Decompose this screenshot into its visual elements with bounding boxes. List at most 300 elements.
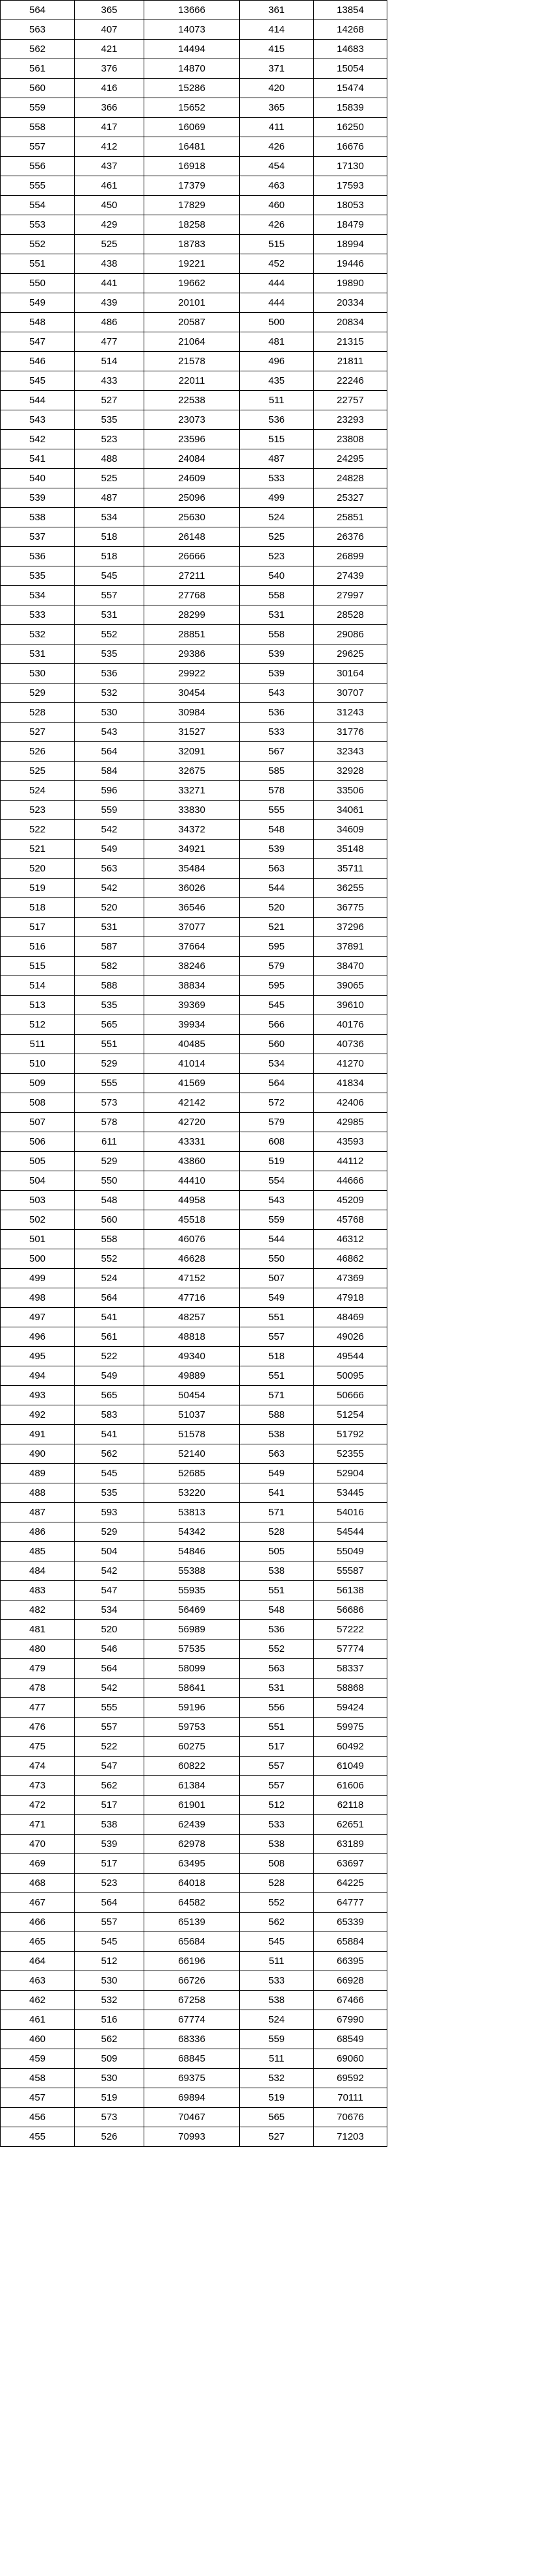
cumulative-a-cell: 28299 [144,605,240,625]
table-row [1,1971,544,1991]
count-b-cell: 540 [240,566,314,586]
blank-cell [387,1874,544,1893]
score-cell: 528 [1,703,75,723]
count-a-cell: 558 [75,1230,144,1249]
count-a-cell: 512 [75,1952,144,1971]
table-row [1,449,544,469]
cumulative-a-cell: 33271 [144,781,240,801]
score-cell: 519 [1,879,75,898]
score-cell: 561 [1,59,75,79]
table-row [1,1308,544,1327]
blank-cell [387,1581,544,1600]
cumulative-b-cell: 37296 [314,918,387,937]
table-row [1,976,544,996]
score-cell: 479 [1,1659,75,1679]
blank-cell [387,1854,544,1874]
count-a-cell: 547 [75,1757,144,1776]
cumulative-b-cell: 52355 [314,1444,387,1464]
score-cell: 523 [1,801,75,820]
count-a-cell: 486 [75,313,144,332]
score-cell: 521 [1,840,75,859]
count-b-cell: 511 [240,391,314,410]
cumulative-a-cell: 51578 [144,1425,240,1444]
table-row [1,1796,544,1815]
table-row [1,79,544,98]
table-row [1,1503,544,1522]
table-row [1,1620,544,1640]
count-a-cell: 559 [75,801,144,820]
score-cell: 496 [1,1327,75,1347]
blank-cell [387,2088,544,2108]
blank-cell [387,898,544,918]
score-cell: 506 [1,1132,75,1152]
table-row [1,957,544,976]
score-cell: 511 [1,1035,75,1054]
blank-cell [387,1835,544,1854]
cumulative-b-cell: 70676 [314,2108,387,2127]
blank-cell [387,1327,544,1347]
cumulative-b-cell: 41834 [314,1074,387,1093]
cumulative-b-cell: 24828 [314,469,387,488]
score-cell: 466 [1,1913,75,1932]
cumulative-a-cell: 40485 [144,1035,240,1054]
cumulative-a-cell: 59753 [144,1718,240,1737]
score-cell: 475 [1,1737,75,1757]
table-row [1,176,544,196]
score-cell: 531 [1,644,75,664]
cumulative-b-cell: 59975 [314,1718,387,1737]
score-cell: 514 [1,976,75,996]
table-row [1,996,544,1015]
count-b-cell: 420 [240,79,314,98]
count-a-cell: 524 [75,1269,144,1288]
count-b-cell: 571 [240,1386,314,1405]
cumulative-b-cell: 61606 [314,1776,387,1796]
score-cell: 544 [1,391,75,410]
count-b-cell: 543 [240,684,314,703]
blank-cell [387,391,544,410]
cumulative-b-cell: 30707 [314,684,387,703]
cumulative-a-cell: 30454 [144,684,240,703]
cumulative-a-cell: 48257 [144,1308,240,1327]
score-cell: 543 [1,410,75,430]
score-cell: 497 [1,1308,75,1327]
count-b-cell: 508 [240,1854,314,1874]
cumulative-b-cell: 45209 [314,1191,387,1210]
score-cell: 480 [1,1640,75,1659]
count-b-cell: 528 [240,1874,314,1893]
table-row [1,1542,544,1561]
table-row [1,1444,544,1464]
blank-cell [387,1796,544,1815]
cumulative-a-cell: 15652 [144,98,240,118]
score-cell: 538 [1,508,75,527]
count-a-cell: 552 [75,1249,144,1269]
count-a-cell: 532 [75,1991,144,2010]
count-a-cell: 555 [75,1698,144,1718]
blank-cell [387,293,544,313]
cumulative-a-cell: 39369 [144,996,240,1015]
count-a-cell: 611 [75,1132,144,1152]
blank-cell [387,820,544,840]
table-row [1,1347,544,1366]
score-cell: 477 [1,1698,75,1718]
score-cell: 472 [1,1796,75,1815]
cumulative-b-cell: 66395 [314,1952,387,1971]
score-cell: 469 [1,1854,75,1874]
table-row [1,723,544,742]
table-row [1,1464,544,1483]
count-b-cell: 536 [240,410,314,430]
table-row [1,1,544,20]
table-row [1,1113,544,1132]
blank-cell [387,1074,544,1093]
score-cell: 512 [1,1015,75,1035]
table-row [1,1405,544,1425]
table-row [1,1952,544,1971]
score-cell: 488 [1,1483,75,1503]
cumulative-a-cell: 20101 [144,293,240,313]
blank-cell [387,59,544,79]
count-b-cell: 608 [240,1132,314,1152]
score-cell: 533 [1,605,75,625]
count-b-cell: 361 [240,1,314,20]
count-b-cell: 558 [240,586,314,605]
score-cell: 504 [1,1171,75,1191]
table-row [1,605,544,625]
count-b-cell: 435 [240,371,314,391]
cumulative-b-cell: 53445 [314,1483,387,1503]
blank-cell [387,976,544,996]
blank-cell [387,1522,544,1542]
count-b-cell: 517 [240,1737,314,1757]
cumulative-b-cell: 15839 [314,98,387,118]
cumulative-a-cell: 17379 [144,176,240,196]
count-b-cell: 562 [240,1913,314,1932]
table-row [1,2088,544,2108]
score-cell: 560 [1,79,75,98]
score-cell: 483 [1,1581,75,1600]
blank-cell [387,40,544,59]
count-a-cell: 587 [75,937,144,957]
score-cell: 553 [1,215,75,235]
table-row [1,1269,544,1288]
table-row [1,1815,544,1835]
blank-cell [387,644,544,664]
count-a-cell: 525 [75,469,144,488]
blank-cell [387,1288,544,1308]
table-row [1,293,544,313]
table-row [1,1561,544,1581]
count-a-cell: 530 [75,2069,144,2088]
table-row [1,118,544,137]
blank-cell [387,1698,544,1718]
cumulative-b-cell: 17130 [314,157,387,176]
cumulative-a-cell: 16918 [144,157,240,176]
score-cell: 545 [1,371,75,391]
blank-cell [387,1464,544,1483]
count-a-cell: 596 [75,781,144,801]
count-a-cell: 429 [75,215,144,235]
table-row [1,1600,544,1620]
cumulative-b-cell: 25851 [314,508,387,527]
cumulative-b-cell: 65339 [314,1913,387,1932]
score-cell: 491 [1,1425,75,1444]
count-a-cell: 376 [75,59,144,79]
cumulative-b-cell: 66928 [314,1971,387,1991]
count-a-cell: 365 [75,1,144,20]
count-b-cell: 556 [240,1698,314,1718]
cumulative-a-cell: 62978 [144,1835,240,1854]
count-a-cell: 525 [75,235,144,254]
cumulative-b-cell: 15474 [314,79,387,98]
cumulative-b-cell: 59424 [314,1698,387,1718]
count-a-cell: 541 [75,1425,144,1444]
table-row [1,1054,544,1074]
cumulative-b-cell: 62118 [314,1796,387,1815]
cumulative-b-cell: 54016 [314,1503,387,1522]
table-row [1,566,544,586]
table-row [1,1425,544,1444]
table-row [1,1171,544,1191]
cumulative-a-cell: 39934 [144,1015,240,1035]
cumulative-a-cell: 28851 [144,625,240,644]
count-b-cell: 557 [240,1757,314,1776]
blank-cell [387,1152,544,1171]
score-cell: 510 [1,1054,75,1074]
score-cell: 474 [1,1757,75,1776]
blank-cell [387,1366,544,1386]
cumulative-a-cell: 23073 [144,410,240,430]
cumulative-b-cell: 34609 [314,820,387,840]
count-a-cell: 450 [75,196,144,215]
count-b-cell: 500 [240,313,314,332]
cumulative-a-cell: 36546 [144,898,240,918]
cumulative-a-cell: 38834 [144,976,240,996]
count-a-cell: 562 [75,1444,144,1464]
blank-cell [387,1718,544,1737]
cumulative-a-cell: 43860 [144,1152,240,1171]
table-row [1,742,544,762]
cumulative-a-cell: 41569 [144,1074,240,1093]
blank-cell [387,1640,544,1659]
table-row [1,2049,544,2069]
count-b-cell: 411 [240,118,314,137]
score-cell: 547 [1,332,75,352]
count-a-cell: 527 [75,391,144,410]
count-b-cell: 533 [240,1971,314,1991]
count-b-cell: 454 [240,157,314,176]
count-a-cell: 555 [75,1074,144,1093]
count-b-cell: 505 [240,1542,314,1561]
score-cell: 559 [1,98,75,118]
count-a-cell: 545 [75,566,144,586]
blank-cell [387,2010,544,2030]
cumulative-b-cell: 54544 [314,1522,387,1542]
count-b-cell: 371 [240,59,314,79]
cumulative-a-cell: 66726 [144,1971,240,1991]
count-a-cell: 561 [75,1327,144,1347]
table-row [1,1932,544,1952]
cumulative-a-cell: 50454 [144,1386,240,1405]
count-a-cell: 593 [75,1503,144,1522]
blank-cell [387,2069,544,2088]
table-row [1,547,544,566]
count-a-cell: 564 [75,1659,144,1679]
cumulative-a-cell: 38246 [144,957,240,976]
cumulative-a-cell: 15286 [144,79,240,98]
table-row [1,352,544,371]
table-row [1,918,544,937]
table-row [1,1366,544,1386]
blank-cell [387,1757,544,1776]
count-a-cell: 536 [75,664,144,684]
count-a-cell: 534 [75,508,144,527]
blank-cell [387,1113,544,1132]
cumulative-b-cell: 35148 [314,840,387,859]
score-cell: 492 [1,1405,75,1425]
count-b-cell: 511 [240,1952,314,1971]
count-b-cell: 548 [240,820,314,840]
cumulative-a-cell: 66196 [144,1952,240,1971]
cumulative-a-cell: 52685 [144,1464,240,1483]
cumulative-a-cell: 49889 [144,1366,240,1386]
blank-cell [387,625,544,644]
cumulative-b-cell: 67990 [314,2010,387,2030]
table-row [1,137,544,157]
score-cell: 503 [1,1191,75,1210]
blank-cell [387,1503,544,1522]
count-b-cell: 551 [240,1718,314,1737]
count-b-cell: 551 [240,1308,314,1327]
score-cell: 489 [1,1464,75,1483]
cumulative-a-cell: 61384 [144,1776,240,1796]
cumulative-a-cell: 51037 [144,1405,240,1425]
count-b-cell: 499 [240,488,314,508]
score-cell: 476 [1,1718,75,1737]
cumulative-a-cell: 37664 [144,937,240,957]
cumulative-b-cell: 32928 [314,762,387,781]
count-a-cell: 557 [75,1913,144,1932]
cumulative-a-cell: 70993 [144,2127,240,2147]
table-row [1,762,544,781]
cumulative-b-cell: 51254 [314,1405,387,1425]
blank-cell [387,352,544,371]
count-b-cell: 566 [240,1015,314,1035]
cumulative-a-cell: 49340 [144,1347,240,1366]
count-a-cell: 563 [75,859,144,879]
cumulative-b-cell: 65884 [314,1932,387,1952]
cumulative-a-cell: 67258 [144,1991,240,2010]
table-row [1,1874,544,1893]
cumulative-a-cell: 30984 [144,703,240,723]
cumulative-b-cell: 18053 [314,196,387,215]
cumulative-b-cell: 46312 [314,1230,387,1249]
score-cell: 558 [1,118,75,137]
cumulative-a-cell: 18783 [144,235,240,254]
count-b-cell: 548 [240,1600,314,1620]
blank-cell [387,2108,544,2127]
blank-cell [387,762,544,781]
count-a-cell: 412 [75,137,144,157]
cumulative-b-cell: 63189 [314,1835,387,1854]
blank-cell [387,313,544,332]
cumulative-b-cell: 67466 [314,1991,387,2010]
count-a-cell: 550 [75,1171,144,1191]
cumulative-a-cell: 26666 [144,547,240,566]
table-row [1,1893,544,1913]
score-table-body [1,1,544,2147]
cumulative-b-cell: 27997 [314,586,387,605]
score-cell: 529 [1,684,75,703]
count-a-cell: 573 [75,2108,144,2127]
count-b-cell: 541 [240,1483,314,1503]
table-row [1,371,544,391]
cumulative-b-cell: 31243 [314,703,387,723]
table-row [1,1249,544,1269]
count-b-cell: 460 [240,196,314,215]
count-a-cell: 535 [75,644,144,664]
blank-cell [387,801,544,820]
cumulative-a-cell: 53220 [144,1483,240,1503]
blank-cell [387,1679,544,1698]
score-cell: 455 [1,2127,75,2147]
cumulative-a-cell: 16069 [144,118,240,137]
cumulative-b-cell: 42406 [314,1093,387,1113]
cumulative-a-cell: 57535 [144,1640,240,1659]
table-row [1,469,544,488]
table-row [1,644,544,664]
table-row [1,1483,544,1503]
score-cell: 481 [1,1620,75,1640]
cumulative-b-cell: 58337 [314,1659,387,1679]
blank-cell [387,2049,544,2069]
score-cell: 500 [1,1249,75,1269]
cumulative-a-cell: 55388 [144,1561,240,1581]
count-b-cell: 585 [240,762,314,781]
cumulative-b-cell: 49026 [314,1327,387,1347]
cumulative-a-cell: 59196 [144,1698,240,1718]
table-row [1,2010,544,2030]
count-b-cell: 444 [240,274,314,293]
cumulative-a-cell: 68336 [144,2030,240,2049]
blank-cell [387,1893,544,1913]
table-row [1,1835,544,1854]
cumulative-a-cell: 17829 [144,196,240,215]
cumulative-a-cell: 64582 [144,1893,240,1913]
score-cell: 507 [1,1113,75,1132]
score-cell: 524 [1,781,75,801]
cumulative-b-cell: 40736 [314,1035,387,1054]
table-row [1,98,544,118]
cumulative-b-cell: 26376 [314,527,387,547]
count-a-cell: 538 [75,1815,144,1835]
count-b-cell: 538 [240,1991,314,2010]
count-a-cell: 588 [75,976,144,996]
blank-cell [387,859,544,879]
score-cell: 554 [1,196,75,215]
cumulative-a-cell: 25096 [144,488,240,508]
blank-cell [387,781,544,801]
count-b-cell: 534 [240,1054,314,1074]
table-row [1,1288,544,1308]
count-b-cell: 496 [240,352,314,371]
count-b-cell: 515 [240,235,314,254]
cumulative-a-cell: 56989 [144,1620,240,1640]
cumulative-a-cell: 64018 [144,1874,240,1893]
count-a-cell: 560 [75,1210,144,1230]
blank-cell [387,1269,544,1288]
